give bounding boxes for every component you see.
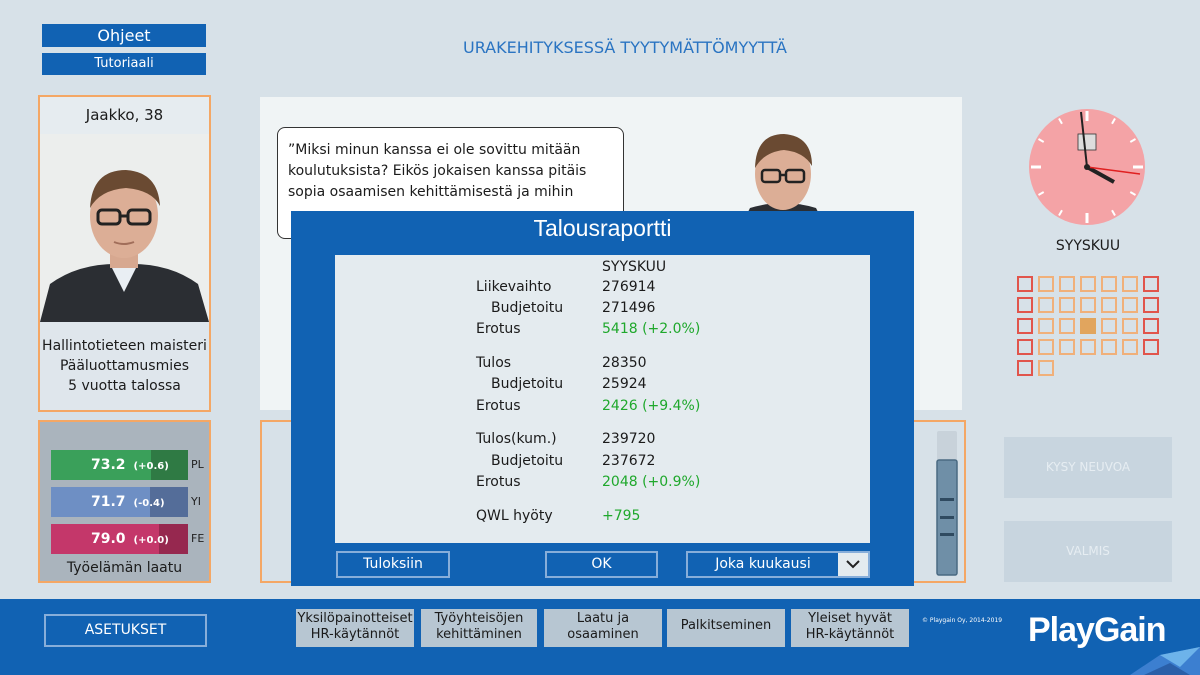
- calendar-day: [1101, 276, 1117, 292]
- report-value: 25924: [602, 376, 647, 392]
- playgain-logo: PlayGain: [1028, 611, 1166, 649]
- quality-and-skills-button[interactable]: Laatu ja osaaminen: [544, 609, 662, 647]
- community-development-button[interactable]: Työyhteisöjen kehittäminen: [421, 609, 537, 647]
- calendar-day: [1143, 297, 1159, 313]
- calendar-day: [1080, 297, 1096, 313]
- speech-bubble: ”Miksi minun kanssa ei ole sovittu mitään koulutuksista? Eikös jokaisen kanssa pitäis sopia osaamisen kehittämisestä ja mihin: [277, 127, 624, 239]
- calendar-day: [1017, 276, 1033, 292]
- settings-button[interactable]: ASETUKSET: [44, 614, 207, 647]
- report-label: Erotus: [476, 474, 521, 490]
- worklife-bar-yi: 71.7 (-0.4) YI: [51, 487, 211, 517]
- chevron-down-icon[interactable]: [838, 553, 868, 576]
- financial-report-dialog: [291, 211, 914, 586]
- help-button[interactable]: Ohjeet: [42, 24, 206, 47]
- calendar-day: [1017, 297, 1033, 313]
- calendar-day: [1038, 276, 1054, 292]
- calendar-day: [1143, 318, 1159, 334]
- character-card: [38, 95, 211, 412]
- calendar-day: [1038, 360, 1054, 376]
- calendar-day: [1122, 276, 1138, 292]
- clock-month: SYYSKUU: [1055, 238, 1121, 254]
- results-button[interactable]: Tuloksiin: [336, 551, 450, 578]
- calendar-day: [1038, 297, 1054, 313]
- report-label: Tulos(kum.): [476, 431, 557, 447]
- qwl-label: QWL hyöty: [476, 508, 553, 524]
- worklife-bar-pl: 73.2 (+0.6) PL: [51, 450, 211, 480]
- copyright-text: © Playgain Oy, 2014-2019: [922, 617, 1003, 624]
- calendar-day: [1059, 318, 1075, 334]
- calendar-day: [1143, 339, 1159, 355]
- calendar-day: [1080, 318, 1096, 334]
- report-body: [335, 255, 870, 543]
- report-value: 239720: [602, 431, 656, 447]
- character-portrait: [40, 134, 209, 322]
- progress-gauge: [936, 430, 958, 576]
- footer-bar: [0, 599, 1200, 675]
- calendar-day: [1080, 276, 1096, 292]
- calendar-day: [1101, 339, 1117, 355]
- character-name: Jaakko, 38: [40, 97, 209, 134]
- report-label: Budjetoitu: [491, 453, 564, 469]
- worklife-quality-panel: [38, 420, 211, 583]
- report-label: Budjetoitu: [491, 300, 564, 316]
- calendar-day: [1017, 360, 1033, 376]
- report-diff: 5418 (+2.0%): [602, 321, 701, 337]
- frequency-value: Joka kuukausi: [715, 556, 811, 572]
- person-avatar-icon: [738, 122, 828, 222]
- calendar-day: [1059, 297, 1075, 313]
- calendar-day: [1059, 339, 1075, 355]
- calendar-day: [1080, 339, 1096, 355]
- ok-button[interactable]: OK: [545, 551, 658, 578]
- qwl-value: +795: [602, 508, 641, 524]
- report-month: SYYSKUU: [602, 259, 667, 275]
- calendar-day: [1143, 276, 1159, 292]
- report-value: 237672: [602, 453, 656, 469]
- report-value: 28350: [602, 355, 647, 371]
- general-hr-practices-button[interactable]: Yleiset hyvät HR-käytännöt: [791, 609, 909, 647]
- ask-advice-button[interactable]: KYSY NEUVOA: [1004, 437, 1172, 498]
- calendar-day: [1038, 318, 1054, 334]
- case-title: URAKEHITYKSESSÄ TYYTYMÄTTÖMYYTTÄ: [463, 38, 787, 57]
- speaker-portrait: [738, 122, 828, 222]
- character-description: Hallintotieteen maisteri Pääluottamusmies 5 vuotta talossa: [42, 338, 207, 394]
- report-label: Erotus: [476, 321, 521, 337]
- report-label: Liikevaihto: [476, 279, 552, 295]
- calendar-day: [1101, 297, 1117, 313]
- rewarding-button[interactable]: Palkitseminen: [667, 609, 785, 647]
- clock-icon: [1028, 108, 1146, 226]
- report-diff: 2048 (+0.9%): [602, 474, 701, 490]
- worklife-label: Työelämän laatu: [66, 560, 183, 576]
- calendar-day: [1038, 339, 1054, 355]
- report-title: Talousraportti: [533, 215, 672, 241]
- report-label: Budjetoitu: [491, 376, 564, 392]
- report-frequency-select[interactable]: [686, 551, 870, 578]
- tutorial-button[interactable]: Tutoriaali: [42, 53, 206, 75]
- calendar-day: [1122, 297, 1138, 313]
- calendar-day: [1017, 339, 1033, 355]
- calendar-day: [1059, 276, 1075, 292]
- calendar-day: [1101, 318, 1117, 334]
- individual-hr-practices-button[interactable]: Yksilöpainotteiset HR-käytännöt: [296, 609, 414, 647]
- person-avatar-icon: [40, 134, 209, 322]
- report-label: Tulos: [476, 355, 512, 371]
- calendar-day: [1122, 318, 1138, 334]
- worklife-bar-fe: 79.0 (+0.0) FE: [51, 524, 211, 554]
- report-value: 271496: [602, 300, 656, 316]
- logo-graphic-icon: [1120, 647, 1200, 675]
- month-calendar: [1017, 276, 1162, 380]
- done-button[interactable]: VALMIS: [1004, 521, 1172, 582]
- report-diff: 2426 (+9.4%): [602, 398, 701, 414]
- report-label: Erotus: [476, 398, 521, 414]
- calendar-day: [1017, 318, 1033, 334]
- report-value: 276914: [602, 279, 656, 295]
- calendar-day: [1122, 339, 1138, 355]
